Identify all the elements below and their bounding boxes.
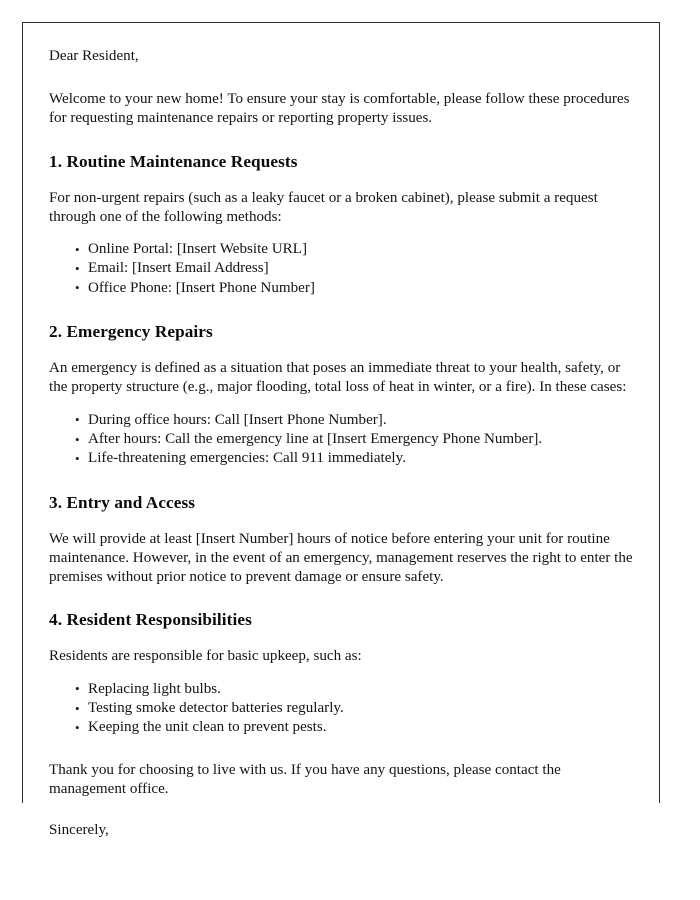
document-body <box>49 47 637 839</box>
spacer <box>49 172 637 189</box>
bullet-list-request-methods <box>49 240 637 298</box>
list-item: • Online Portal: [Insert Website URL] <box>88 240 637 259</box>
spacer <box>49 513 637 530</box>
spacer <box>49 298 637 321</box>
closing-paragraph: Thank you for choosing to live with us. If you have any questions, please contact the management office. <box>49 761 561 798</box>
spacer <box>49 667 637 680</box>
spacer <box>49 469 637 492</box>
spacer <box>49 738 637 761</box>
section-heading-emergency-repairs: 2. Emergency Repairs <box>49 322 213 342</box>
section-heading-entry-and-access: 3. Entry and Access <box>49 492 196 512</box>
spacer <box>49 342 637 359</box>
greeting-line: Dear Resident, <box>49 48 139 64</box>
bullet-list-resident-duties <box>49 680 637 738</box>
list-item: • Keeping the unit clean to prevent pests. <box>88 718 637 737</box>
spacer <box>49 66 637 90</box>
spacer <box>49 587 637 609</box>
section-body-entry-and-access: We will provide at least [Insert Number] hours of notice before entering your unit for routine maintenance. However, in the event of an emergency, management reserves the right to enter the premises without prior notice to prevent damage or ensure safety. <box>49 530 633 586</box>
spacer <box>49 630 637 647</box>
list-item: • During office hours: Call [Insert Phone Number]. <box>88 411 637 430</box>
spacer <box>49 799 637 821</box>
list-item: • Office Phone: [Insert Phone Number] <box>88 279 637 298</box>
list-item: • Testing smoke detector batteries regularly. <box>88 699 637 718</box>
section-body-routine-maintenance: For non-urgent repairs (such as a leaky faucet or a broken cabinet), please submit a request through one of the following methods: <box>49 189 598 225</box>
section-body-resident-responsibilities: Residents are responsible for basic upkeep, such as: <box>49 648 362 665</box>
signoff-text: Sincerely, <box>49 822 109 839</box>
list-item: • Replacing light bulbs. <box>88 680 637 699</box>
spacer <box>49 227 637 240</box>
list-item: • Life-threatening emergencies: Call 911 immediately. <box>88 449 637 468</box>
document-page <box>22 22 660 839</box>
list-item: • Email: [Insert Email Address] <box>88 259 637 278</box>
intro-paragraph: Welcome to your new home! To ensure your stay is comfortable, please follow these procedures for requesting maintenance repairs or reporting property issues. <box>49 91 630 127</box>
section-heading-routine-maintenance: 1. Routine Maintenance Requests <box>49 151 298 171</box>
section-heading-resident-responsibilities: 4. Resident Responsibilities <box>49 610 252 630</box>
list-item: • After hours: Call the emergency line at [Insert Emergency Phone Number]. <box>88 430 637 449</box>
section-body-emergency-repairs: An emergency is defined as a situation that poses an immediate threat to your health, safety, or the property structure (e.g., major flooding, total loss of heat in winter, or a fire). In these cases: <box>49 360 627 396</box>
spacer <box>49 398 637 411</box>
bullet-list-emergency-contacts <box>49 411 637 469</box>
signoff-clipped <box>49 821 637 839</box>
spacer <box>49 129 637 151</box>
